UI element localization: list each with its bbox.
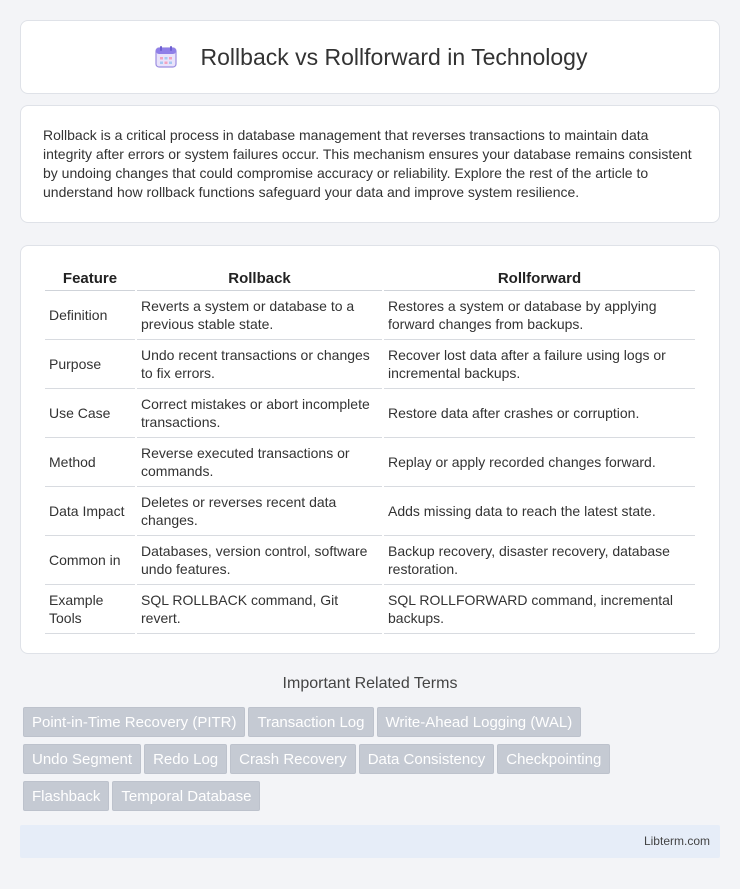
rollforward-cell: Recover lost data after a failure using logs or incremental backups. (384, 340, 695, 389)
rollback-cell: Reverts a system or database to a previous stable state. (137, 291, 382, 340)
rollback-cell: Deletes or reverses recent data changes. (137, 487, 382, 536)
related-terms-list (23, 707, 723, 818)
table-row (45, 585, 695, 634)
rollback-cell: Databases, version control, software undo features. (137, 536, 382, 585)
table-row (45, 487, 695, 536)
column-header-rollback: Rollback (137, 266, 382, 291)
related-term-tag[interactable]: Flashback (23, 781, 109, 811)
rollforward-cell: SQL ROLLFORWARD command, incremental backups. (384, 585, 695, 634)
feature-cell: Example Tools (45, 585, 135, 634)
column-header-feature: Feature (45, 266, 135, 291)
rollforward-cell: Adds missing data to reach the latest state. (384, 487, 695, 536)
related-term-tag[interactable]: Redo Log (144, 744, 227, 774)
table-row (45, 438, 695, 487)
rollforward-cell: Replay or apply recorded changes forward. (384, 438, 695, 487)
header-card (20, 20, 720, 94)
feature-cell: Use Case (45, 389, 135, 438)
feature-cell: Common in (45, 536, 135, 585)
rollforward-cell: Restore data after crashes or corruption. (384, 389, 695, 438)
footer-site-link[interactable]: Libterm.com (643, 834, 710, 848)
table-header-row (45, 266, 695, 291)
rollback-cell: Undo recent transactions or changes to fix errors. (137, 340, 382, 389)
feature-cell: Definition (45, 291, 135, 340)
related-term-tag[interactable]: Undo Segment (23, 744, 141, 774)
intro-text: Rollback is a critical process in database management that reverses transactions to maintain data integrity after errors or system failures occur. This mechanism ensures your database remains consistent by undoing changes that could compromise accuracy or reliability. Explore the rest of the article to understand how rollback functions safeguard your data and improve system resilience. (43, 127, 692, 200)
related-term-tag[interactable]: Data Consistency (359, 744, 495, 774)
related-term-tag[interactable]: Checkpointing (497, 744, 610, 774)
rollforward-cell: Restores a system or database by applying forward changes from backups. (384, 291, 695, 340)
related-term-tag[interactable]: Point-in-Time Recovery (PITR) (23, 707, 245, 737)
comparison-table (43, 266, 697, 634)
related-term-tag[interactable]: Temporal Database (112, 781, 260, 811)
feature-cell: Purpose (45, 340, 135, 389)
page-title: Rollback vs Rollforward in Technology (200, 43, 588, 70)
related-terms-title: Important Related Terms (282, 675, 458, 692)
footer (20, 825, 720, 858)
rollback-cell: SQL ROLLBACK command, Git revert. (137, 585, 382, 634)
related-term-tag[interactable]: Transaction Log (248, 707, 373, 737)
intro-card (20, 105, 720, 223)
rollforward-cell: Backup recovery, disaster recovery, database restoration. (384, 536, 695, 585)
table-row (45, 389, 695, 438)
table-row (45, 536, 695, 585)
rollback-cell: Reverse executed transactions or commands. (137, 438, 382, 487)
column-header-rollforward: Rollforward (384, 266, 695, 291)
table-row (45, 291, 695, 340)
comparison-table-card (20, 245, 720, 654)
feature-cell: Method (45, 438, 135, 487)
related-term-tag[interactable]: Crash Recovery (230, 744, 356, 774)
rollback-cell: Correct mistakes or abort incomplete transactions. (137, 389, 382, 438)
calendar-icon (153, 44, 179, 70)
table-row (45, 340, 695, 389)
feature-cell: Data Impact (45, 487, 135, 536)
related-term-tag[interactable]: Write-Ahead Logging (WAL) (377, 707, 582, 737)
